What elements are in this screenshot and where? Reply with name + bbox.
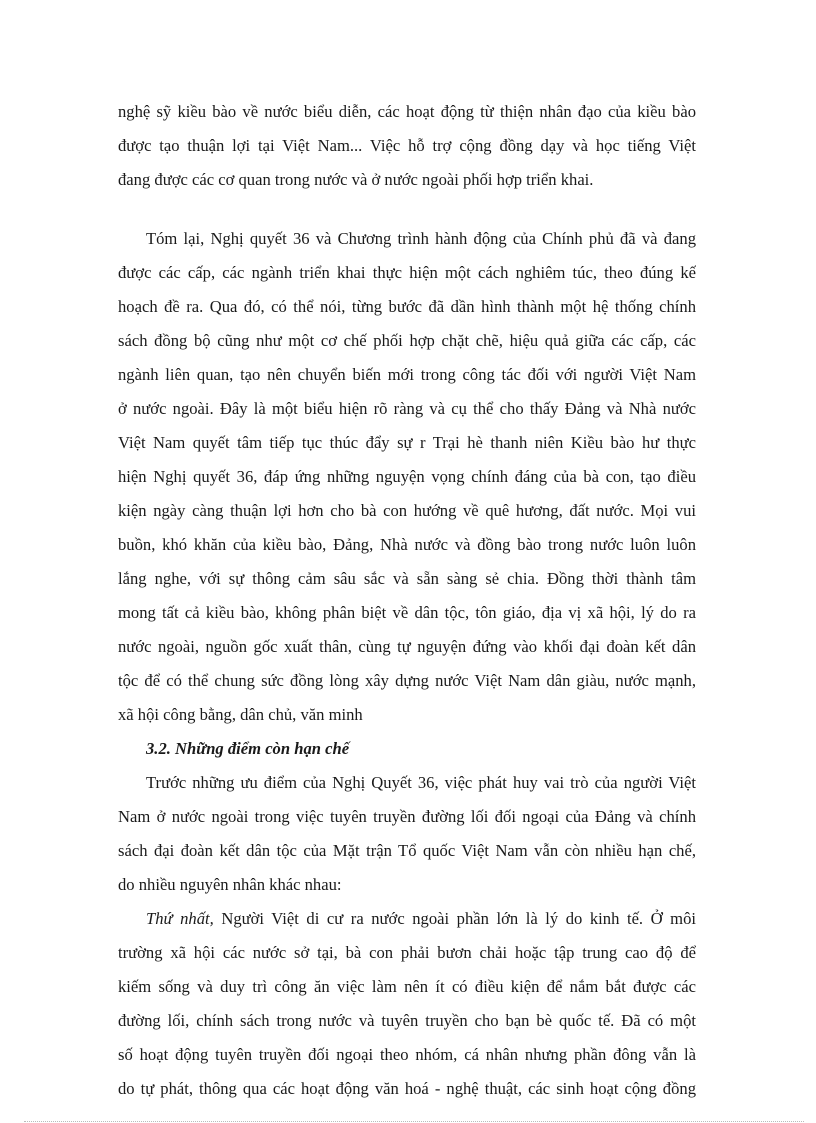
text-line: được các cấp, các ngành triển khai thực hiện một cách nghiêm túc, theo đúng kế: [118, 263, 696, 282]
enumeration-label: Thứ nhất,: [146, 909, 214, 928]
text-line: đang được các cơ quan trong nước và ở nước ngoài phối hợp triển khai.: [118, 170, 594, 189]
page-bottom-rule: [24, 1121, 804, 1122]
text-line: sách đồng bộ cũng như một cơ chế phối hợp chặt chẽ, hiệu quả giữa các cấp, các: [118, 331, 696, 350]
text-line: mong tất cả kiều bào, không phân biệt về dân tộc, tôn giáo, địa vị xã hội, lý do ra: [118, 603, 696, 622]
text-line: Tóm lại, Nghị quyết 36 và Chương trình hành động của Chính phủ đã và đang: [146, 229, 696, 248]
text-line: do nhiều nguyên nhân khác nhau:: [118, 875, 342, 894]
text-line: kiện ngày càng thuận lợi hơn cho bà con hướng về quê hương, đất nước. Mọi vui: [118, 501, 696, 520]
text-line: nước ngoài, nguồn gốc xuất thân, cùng tự nguyện đứng vào khối đại đoàn kết dân: [118, 637, 696, 656]
text-line: sách đại đoàn kết dân tộc của Mặt trận Tổ quốc Việt Nam vẫn còn nhiều hạn chế,: [118, 841, 696, 860]
text-line: Trước những ưu điểm của Nghị Quyết 36, việc phát huy vai trò của người Việt: [146, 773, 696, 792]
text-line: được tạo thuận lợi tại Việt Nam... Việc hỗ trợ cộng đồng dạy và học tiếng Việt: [118, 136, 696, 155]
text-line: tộc để có thể chung sức đồng lòng xây dựng nước Việt Nam dân giàu, nước mạnh,: [118, 671, 696, 690]
text-line: hoạch đề ra. Qua đó, có thể nói, từng bước đã dần hình thành một hệ thống chính: [118, 297, 696, 316]
text-line: hiện Nghị quyết 36, đáp ứng những nguyện vọng chính đáng của bà con, tạo điều: [118, 467, 696, 486]
text-line: xã hội công bằng, dân chủ, văn minh: [118, 705, 363, 724]
text-line: ngành liên quan, tạo nên chuyển biến mới trong công tác đối với người Việt Nam: [118, 365, 696, 384]
section-heading: 3.2. Những điểm còn hạn chế: [146, 739, 350, 758]
text-line: ở nước ngoài. Đây là một biểu hiện rõ ràng và cụ thể cho thấy Đảng và Nhà nước: [118, 399, 696, 418]
text-line-with-overlay: Việt Nam quyết tâm tiếp tục thúc đẩy sự r Trại hè thanh niên Kiều bào hư thực: [118, 433, 696, 452]
text-line: [146, 902, 696, 936]
text-line: trường xã hội các nước sở tại, bà con phải bươn chải hoặc tập trung cao độ để: [118, 943, 696, 962]
text-line: kiếm sống và duy trì công ăn việc làm nên ít có điều kiện để nắm bắt được các: [118, 977, 696, 996]
text-line: buồn, khó khăn của kiều bào, Đảng, Nhà nước và đồng bào trong nước luôn luôn: [118, 535, 696, 554]
text-line: lắng nghe, với sự thông cảm sâu sắc và sẵn sàng sẻ chia. Đồng thời thành tâm: [118, 569, 696, 588]
text-span: Người Việt di cư ra nước ngoài phần lớn là lý do kinh tế. Ở môi: [213, 909, 696, 928]
text-line: Nam ở nước ngoài trong việc tuyên truyền đường lối đối ngoại của Đảng và chính: [118, 807, 696, 826]
text-line: đường lối, chính sách trong nước và tuyên truyền cho bạn bè quốc tế. Đã có một: [118, 1011, 696, 1030]
text-line: do tự phát, thông qua các hoạt động văn hoá - nghệ thuật, các sinh hoạt cộng đồng: [118, 1079, 696, 1098]
text-line: nghệ sỹ kiều bào về nước biểu diễn, các hoạt động từ thiện nhân đạo của kiều bào: [118, 102, 696, 121]
text-line: số hoạt động tuyên truyền đối ngoại theo nhóm, cá nhân nhưng phần đông vẫn là: [118, 1045, 696, 1064]
